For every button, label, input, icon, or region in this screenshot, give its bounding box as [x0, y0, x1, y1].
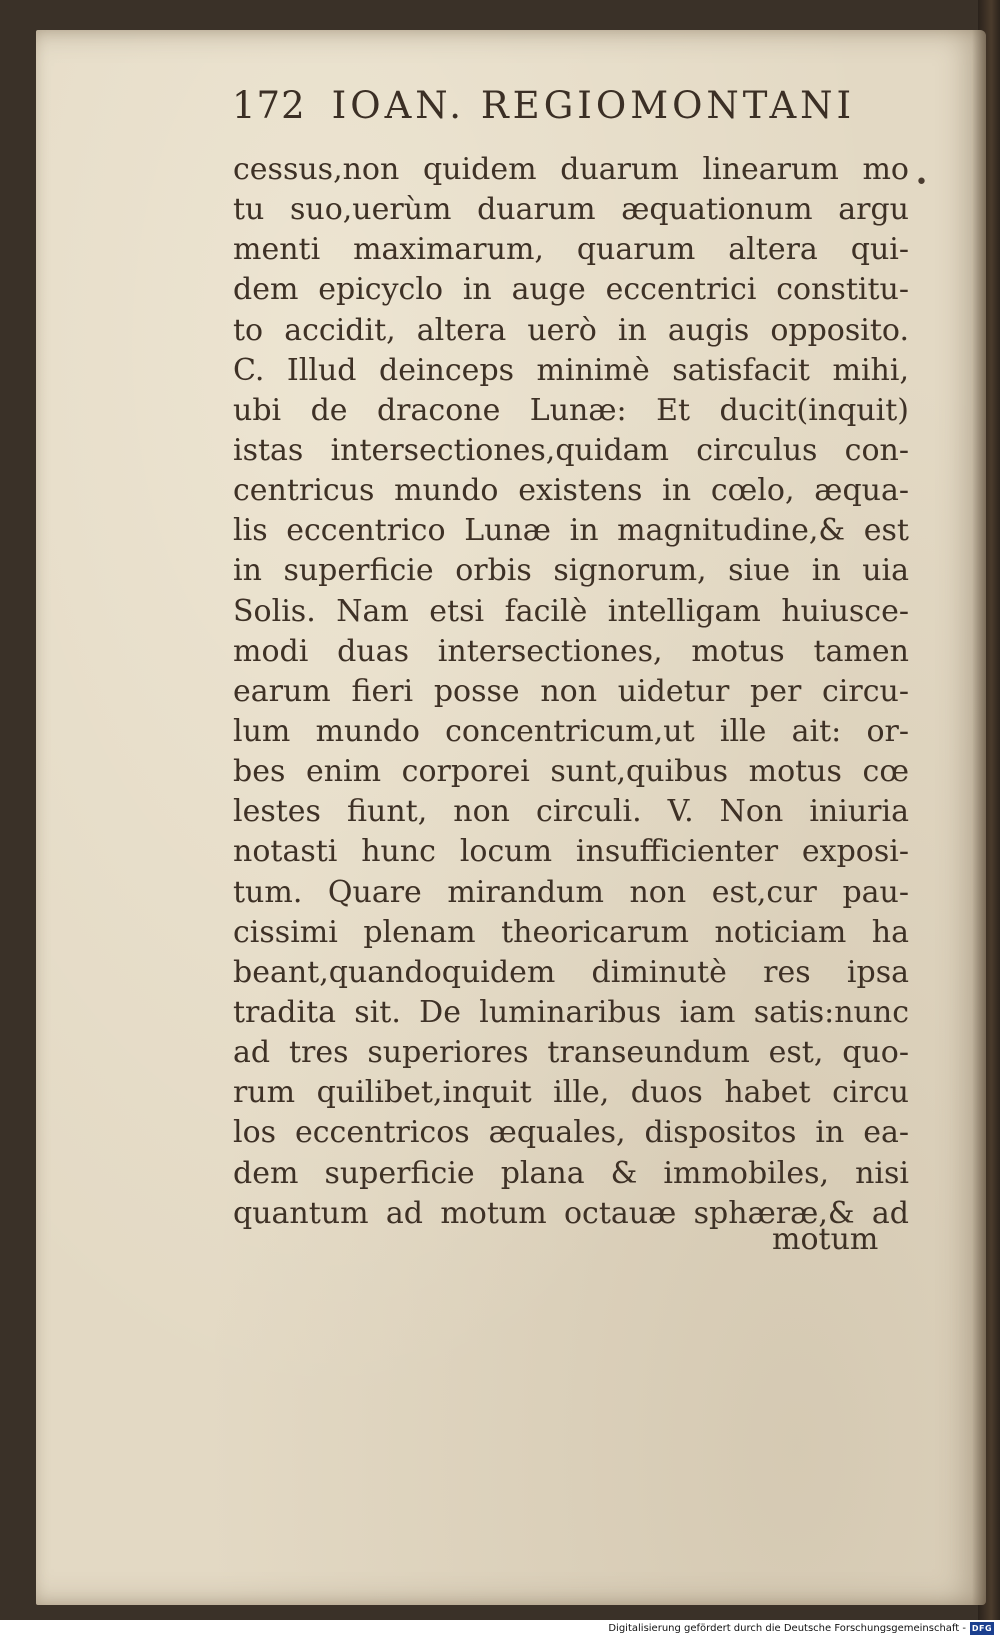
text-line: tu suo,uerùm duarum æquationum argu	[233, 192, 909, 228]
text-line: earum fieri posse non uidetur per circu-	[233, 673, 909, 709]
text-line: in superficie orbis signorum, siue in uia	[233, 553, 909, 589]
dfg-logo: DFG	[971, 1624, 993, 1633]
page-number: 172	[232, 84, 306, 127]
page-edge-shadow	[972, 30, 986, 1605]
text-line: tum. Quare mirandum non est,cur pau-	[233, 874, 909, 910]
running-head	[232, 84, 872, 134]
margin-mark: •	[915, 170, 928, 195]
text-line: centricus mundo existens in cœlo, æqua-	[233, 473, 909, 509]
text-line: beant,quandoquidem diminutè res ipsa	[233, 954, 909, 990]
text-line: modi duas intersectiones, motus tamen	[233, 633, 909, 669]
running-head-title: IOAN. REGIOMONTANI	[331, 84, 856, 127]
text-line: Solis. Nam etsi facilè intelligam huiusce-	[233, 593, 909, 629]
digitization-footer	[0, 1620, 1000, 1639]
catchword: motum	[772, 1222, 879, 1257]
text-line: lum mundo concentricum,ut ille ait: or-	[233, 713, 909, 749]
text-line: to accidit, altera uerò in augis opposito.	[233, 312, 909, 348]
text-line: ubi de dracone Lunæ: Et ducit(inquit)	[233, 392, 909, 428]
text-line: lestes fiunt, non circuli. V. Non iniuria	[233, 794, 909, 830]
text-line: istas intersectiones,quidam circulus con-	[233, 432, 909, 468]
text-line: ad tres superiores transeundum est, quo-	[233, 1035, 909, 1071]
text-line: notasti hunc locum insufficienter exposi-	[233, 834, 909, 870]
text-line: quantum ad motum octauæ sphæræ,& ad	[233, 1195, 909, 1231]
text-line: dem epicyclo in auge eccentrici constitu-	[233, 272, 909, 308]
funding-credit: Digitalisierung gefördert durch die Deutsche Forschungsgemeinschaft -	[608, 1623, 966, 1634]
text-line: lis eccentrico Lunæ in magnitudine,& est	[233, 513, 909, 549]
text-line: cissimi plenam theoricarum noticiam ha	[233, 914, 909, 950]
text-line: cessus,non quidem duarum linearum mo	[233, 152, 909, 187]
text-line: rum quilibet,inquit ille, duos habet circu	[233, 1075, 909, 1111]
text-line: menti maximarum, quarum altera qui-	[233, 232, 909, 268]
text-line: bes enim corporei sunt,quibus motus cœ	[233, 754, 909, 790]
text-line: C. Illud deinceps minimè satisfacit mihi,	[233, 352, 909, 388]
text-line: tradita sit. De luminaribus iam satis:nunc	[233, 994, 909, 1030]
text-line: los eccentricos æquales, dispositos in ea-	[233, 1115, 909, 1151]
text-line: dem superficie plana & immobiles, nisi	[233, 1155, 909, 1191]
body-text	[233, 150, 909, 1234]
